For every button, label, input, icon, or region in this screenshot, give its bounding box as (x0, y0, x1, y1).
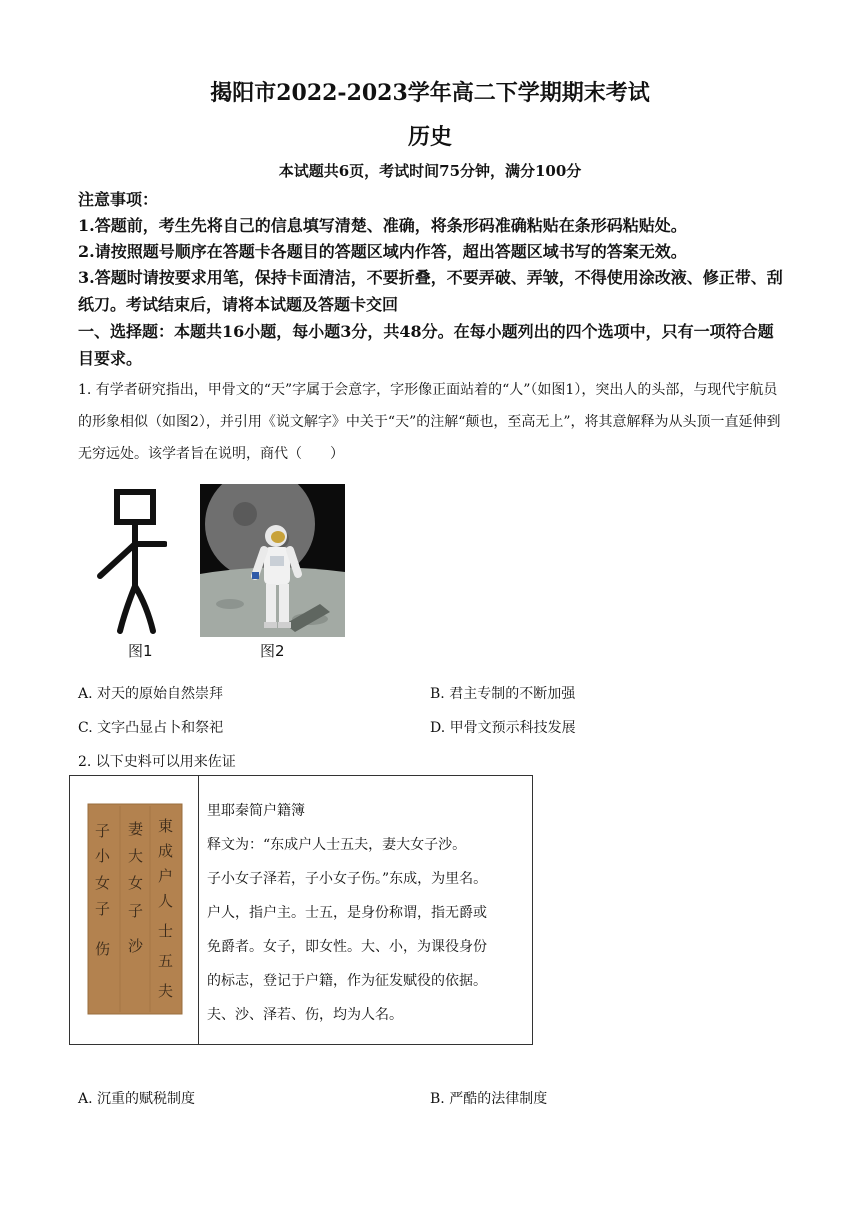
svg-text:女: 女 (128, 874, 144, 892)
svg-text:子: 子 (128, 902, 144, 920)
slip-line-4: 户人，指户主。士五，是身份称谓，指无爵或 (207, 905, 487, 921)
svg-text:子: 子 (95, 822, 111, 840)
question-1-stem: 1. 有学者研究指出，甲骨文的“天”字属于会意字，字形像正面站着的“人”（如图1），突出人的头部，与现代宇航员的形象相似（如图2），并引用《说文解字》中关于“天”的注解“颠也，至高无上”，将其意解释为从头顶一直延伸到无穷远处。该学者旨在说明，商代（ ） (78, 382, 781, 462)
svg-text:子: 子 (95, 900, 111, 918)
svg-text:成: 成 (158, 842, 174, 860)
bamboo-slip-cell (70, 776, 199, 1045)
bamboo-slip-image (70, 776, 198, 1044)
slip-line-5: 免爵者。女子，即女性。大、小，为课役身份 (207, 939, 487, 955)
svg-text:東: 東 (158, 817, 174, 835)
question-2-stem: 2. 以下史料可以用来佐证 (78, 754, 236, 770)
slip-line-7: 夫、沙、泽若、伤，均为人名。 (207, 1007, 403, 1023)
svg-text:士: 士 (158, 922, 174, 940)
svg-text:夫: 夫 (158, 982, 174, 1000)
slip-transcription-cell (199, 776, 533, 1045)
q2-option-a: A. 沉重的赋税制度 (78, 1091, 196, 1107)
q1-option-d: D. 甲骨文预示科技发展 (430, 720, 576, 736)
exam-info: 本试题共6页，考试时间75分钟，满分100分 (278, 162, 582, 180)
svg-text:五: 五 (158, 952, 174, 970)
svg-text:人: 人 (158, 892, 174, 910)
slip-line-2: 释文为：“东成户人士五夫，妻大女子沙。 (207, 837, 467, 853)
q1-option-b: B. 君主专制的不断加强 (430, 686, 576, 702)
svg-text:妻: 妻 (128, 820, 144, 838)
svg-text:沙: 沙 (128, 937, 144, 955)
notice-item-1: 1.答题前，考生先将自己的信息填写清楚、准确，将条形码准确粘贴在条形码粘贴处。 (78, 216, 687, 235)
svg-text:户: 户 (158, 867, 174, 885)
figure-1-caption: 图1 (128, 642, 153, 660)
svg-text:女: 女 (95, 874, 111, 892)
slip-line-1: 里耶秦简户籍簿 (207, 803, 305, 819)
svg-text:小: 小 (95, 847, 111, 865)
oracle-bone-glyph-figure (95, 486, 167, 636)
source-table (69, 775, 533, 1045)
notice-heading: 注意事项： (78, 190, 159, 209)
slip-line-6: 的标志，登记于户籍，作为征发赋役的依据。 (207, 973, 487, 989)
q1-option-c: C. 文字凸显占卜和祭祀 (78, 720, 224, 736)
slip-line-3: 子小女子泽若，子小女子伤。”东成，为里名。 (207, 871, 488, 887)
svg-text:大: 大 (128, 847, 144, 865)
notice-item-3: 3.答题时请按要求用笔，保持卡面清洁，不要折叠，不要弄破、弄皱，不得使用涂改液、修正带、刮纸刀。考试结束后，请将本试题及答题卡交回 (78, 268, 783, 314)
svg-text:伤: 伤 (95, 940, 111, 958)
notice-item-2: 2.请按照题号顺序在答题卡各题目的答题区域内作答，超出答题区域书写的答案无效。 (78, 242, 687, 261)
q1-option-a: A. 对天的原始自然崇拜 (78, 686, 224, 702)
figure-2-caption: 图2 (260, 642, 285, 660)
q2-option-b: B. 严酷的法律制度 (430, 1091, 548, 1107)
astronaut-photo-figure (200, 484, 345, 637)
section-heading: 一、选择题：本题共16小题，每小题3分，共48分。在每小题列出的四个选项中，只有一项符合题目要求。 (78, 322, 774, 368)
subject-title: 历史 (407, 124, 452, 150)
exam-title: 揭阳市2022-2023学年高二下学期期末考试 (210, 80, 650, 106)
